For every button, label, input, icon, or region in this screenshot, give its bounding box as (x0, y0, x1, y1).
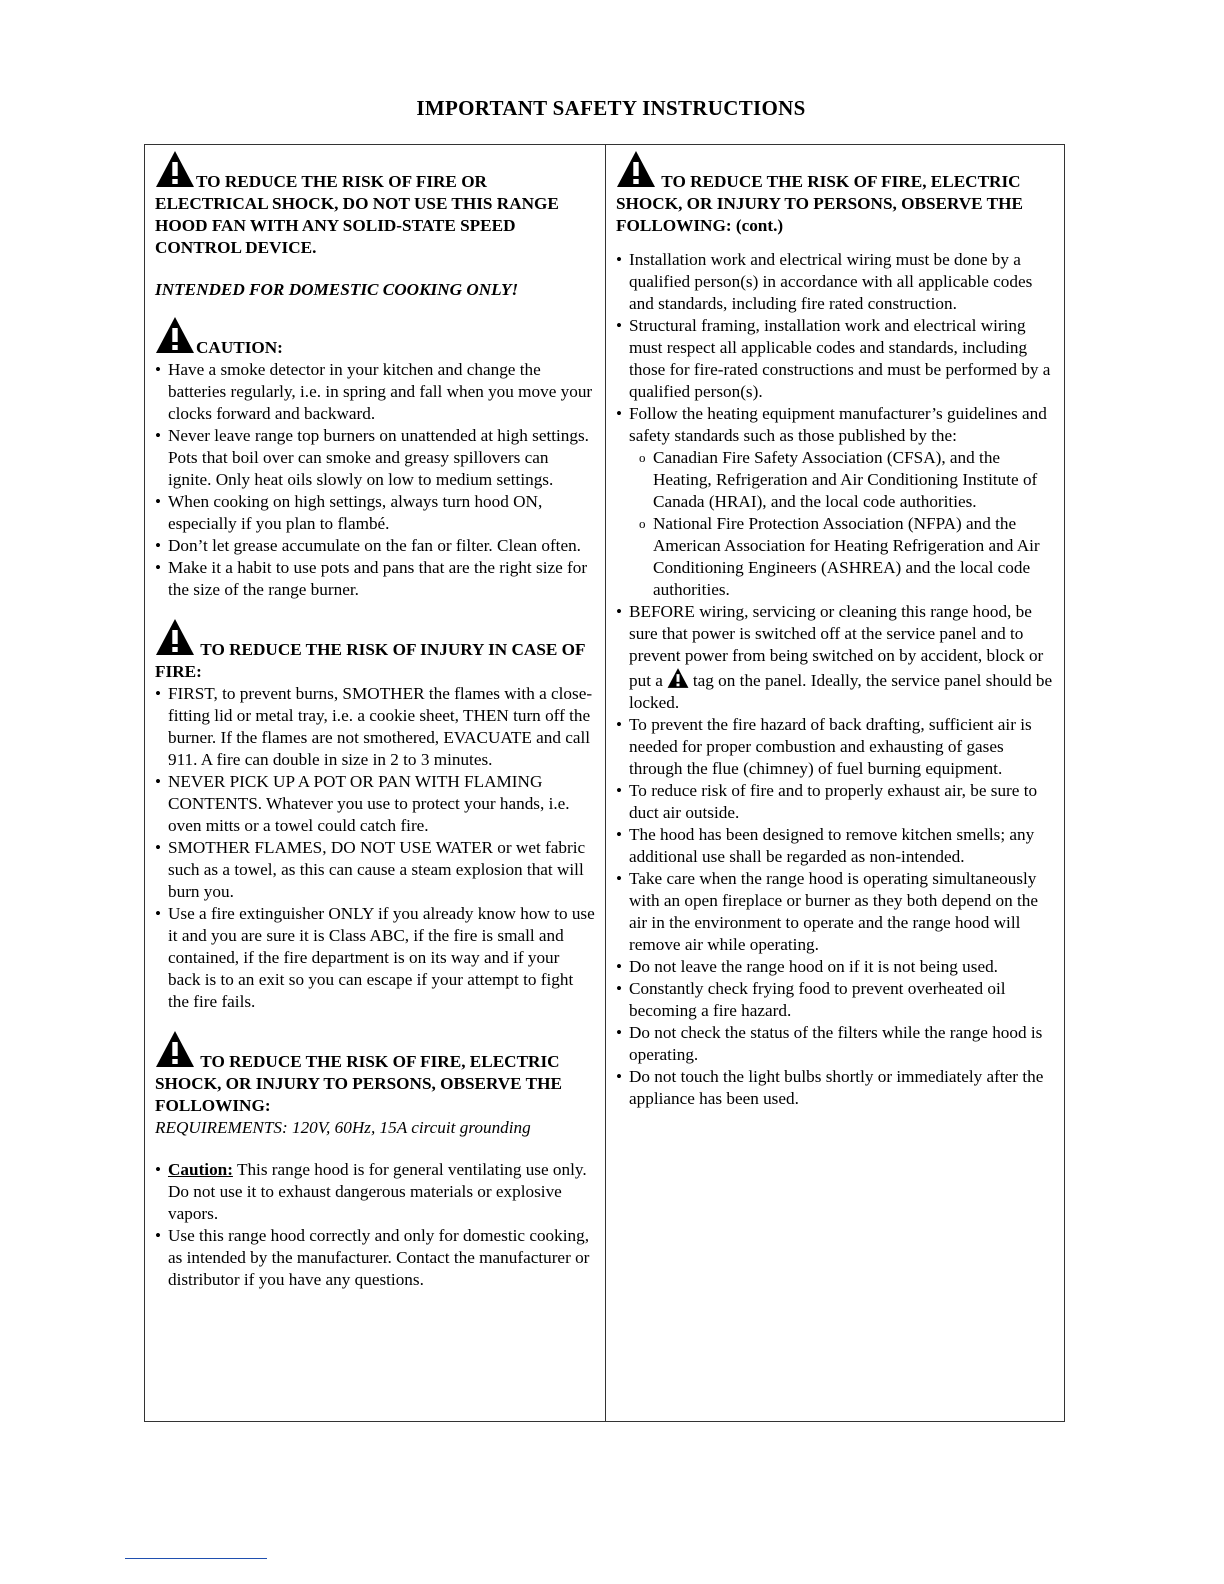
solid-state-warning: TO REDUCE THE RISK OF FIRE OR ELECTRICAL SHOCK, DO NOT USE THIS RANGE HOOD FAN WITH ANY SOLID-STATE SPEED CONTROL DEVICE. (155, 149, 595, 259)
list-item: • Have a smoke detector in your kitchen and change the batteries regularly, i.e. in spring and fall when you move your clocks forward and backward. (155, 359, 595, 425)
list-item: • To reduce risk of fire and to properly exhaust air, be sure to duct air outside. (616, 780, 1056, 824)
list-item: • Constantly check frying food to prevent overheated oil becoming a fire hazard. (616, 978, 1056, 1022)
requirements: REQUIREMENTS: 120V, 60Hz, 15A circuit grounding (155, 1118, 531, 1137)
persons-list (155, 1159, 595, 1291)
warning-triangle-icon (667, 667, 689, 689)
warning-triangle-icon (155, 617, 195, 657)
list-item: • BEFORE wiring, servicing or cleaning this range hood, be sure that power is switched off at the service panel and to prevent power from being switched on by accident, block or put a tag on the panel. Ideally, the service panel should be locked. (616, 601, 1056, 714)
list-item: • Caution: This range hood is for general ventilating use only. Do not use it to exhaust dangerous materials or explosive vapors. (155, 1159, 595, 1225)
sub-list-item: o National Fire Protection Association (NFPA) and the American Association for Heating Refrigeration and Air Conditioning Engineers (ASHREA) and the local code authorities. (639, 513, 1056, 601)
warning-triangle-icon (155, 1029, 195, 1069)
caution-heading: CAUTION: (155, 315, 595, 359)
list-item: • Do not check the status of the filters while the range hood is operating. (616, 1022, 1056, 1066)
persons-heading: TO REDUCE THE RISK OF FIRE, ELECTRIC SHOCK, OR INJURY TO PERSONS, OBSERVE THE FOLLOWING: (155, 1029, 595, 1117)
warning-triangle-icon (155, 315, 195, 355)
left-column (155, 145, 595, 1291)
persons-heading-cont: TO REDUCE THE RISK OF FIRE, ELECTRIC SHOCK, OR INJURY TO PERSONS, OBSERVE THE FOLLOWING: (cont.) (616, 149, 1056, 237)
caution-list (155, 359, 595, 601)
list-item: • Take care when the range hood is operating simultaneously with an open fireplace or burner as they both depend on the air in the environment to operate and the range hood will remove air while operating. (616, 868, 1056, 956)
page-title: IMPORTANT SAFETY INSTRUCTIONS (416, 96, 806, 120)
sub-list-item: o Canadian Fire Safety Association (CFSA), and the Heating, Refrigeration and Air Conditioning Institute of Canada (HRAI), and the local code authorities. (639, 447, 1056, 513)
instructions-table (144, 144, 1065, 1422)
list-item: • Do not touch the light bulbs shortly or immediately after the appliance has been used. (616, 1066, 1056, 1110)
domestic-note: INTENDED FOR DOMESTIC COOKING ONLY! (155, 280, 519, 299)
list-item: • The hood has been designed to remove kitchen smells; any additional use shall be regarded as non-intended. (616, 824, 1056, 868)
right-column (616, 145, 1056, 1110)
injury-list (155, 683, 595, 1013)
caution-label: Caution: (168, 1160, 233, 1179)
persons-list-cont (616, 249, 1056, 1110)
list-item: • NEVER PICK UP A POT OR PAN WITH FLAMING CONTENTS. Whatever you use to protect your hands, i.e. oven mitts or a towel could catch fire. (155, 771, 595, 837)
list-item: • When cooking on high settings, always turn hood ON, especially if you plan to flambé. (155, 491, 595, 535)
sub-list (629, 447, 1056, 601)
list-item: • Installation work and electrical wiring must be done by a qualified person(s) in accordance with all applicable codes and standards, including fire rated construction. (616, 249, 1056, 315)
list-item: • Do not leave the range hood on if it is not being used. (616, 956, 1056, 978)
list-item: • Never leave range top burners on unattended at high settings. Pots that boil over can smoke and greasy spillovers can ignite. Only heat oils slowly on low to medium settings. (155, 425, 595, 491)
list-item: • SMOTHER FLAMES, DO NOT USE WATER or wet fabric such as a towel, as this can cause a steam explosion that will burn you. (155, 837, 595, 903)
list-item: • Use a fire extinguisher ONLY if you already know how to use it and you are sure it is Class ABC, if the fire is small and contained, if the fire department is on its way and if your back is to an exit so you can escape if your attempt to fight the fire fails. (155, 903, 595, 1013)
list-item: • Structural framing, installation work and electrical wiring must respect all applicable codes and standards, including those for fire-rated constructions and must be performed by a qualified person(s). (616, 315, 1056, 403)
list-item: • Don’t let grease accumulate on the fan or filter. Clean often. (155, 535, 595, 557)
list-item: • Follow the heating equipment manufacturer’s guidelines and safety standards such as those published by the: o Canadian Fire Safety Association (CFSA), and the Heating, Refrigeration and Air Conditioning Institute of Canada (HRAI), and the local code authorities. o National Fire Protection Association (NFPA) and the American Association for Heating Refrigeration and Air Conditioning Engineers (ASHREA) and the local code authorities. (616, 403, 1056, 601)
column-divider (605, 145, 606, 1421)
list-item: • FIRST, to prevent burns, SMOTHER the flames with a close-fitting lid or metal tray, i.e. a cookie sheet, THEN turn off the burner. If the flames are not smothered, EVACUATE and call 911. A fire can double in size in 2 to 3 minutes. (155, 683, 595, 771)
list-item: • Make it a habit to use pots and pans that are the right size for the size of the range burner. (155, 557, 595, 601)
list-item: • Use this range hood correctly and only for domestic cooking, as intended by the manufacturer. Contact the manufacturer or distributor if you have any questions. (155, 1225, 595, 1291)
warning-triangle-icon (616, 149, 656, 189)
list-item: • To prevent the fire hazard of back drafting, sufficient air is needed for proper combustion and exhausting of gases through the flue (chimney) of fuel burning equipment. (616, 714, 1056, 780)
injury-heading: TO REDUCE THE RISK OF INJURY IN CASE OF FIRE: (155, 617, 595, 683)
footnote-rule (125, 1558, 267, 1559)
warning-triangle-icon (155, 149, 195, 189)
